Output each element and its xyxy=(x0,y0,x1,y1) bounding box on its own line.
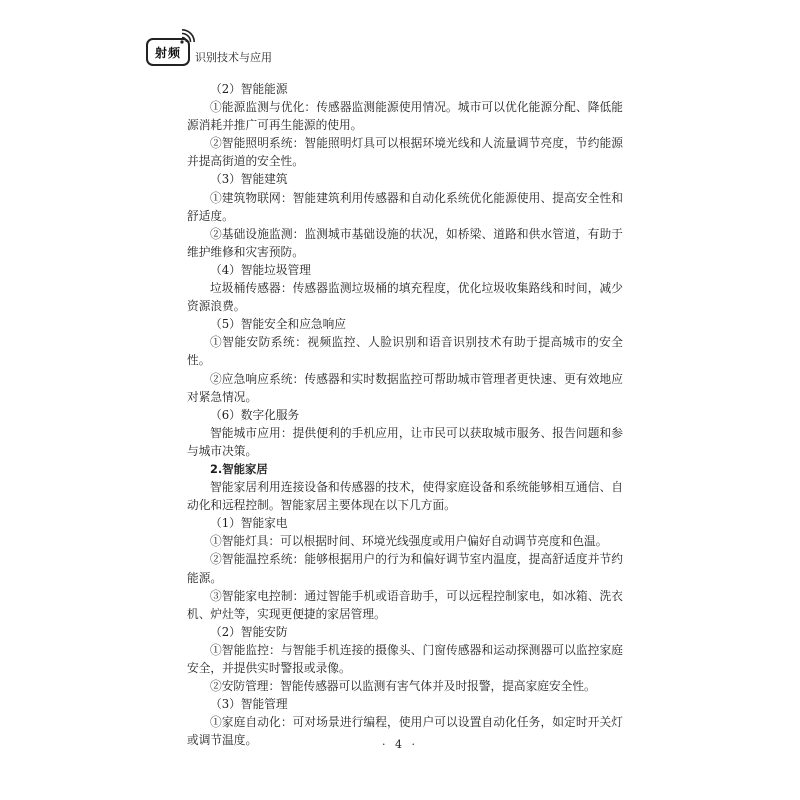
subsection-heading: （1）智能家电 xyxy=(210,516,288,531)
section-heading: 2.智能家居 xyxy=(210,461,268,476)
logo-text: 射频 xyxy=(154,45,181,60)
subsection-heading: （5）智能安全和应急响应 xyxy=(210,317,346,332)
body-paragraph: ③智能家电控制：通过智能手机或语音助手，可以远程控制家电，如冰箱、洗衣机、炉灶等，实现更便捷的家居管理。 xyxy=(187,588,623,621)
page-number: · 4 · xyxy=(382,738,418,751)
subsection-heading: （6）数字化服务 xyxy=(210,407,300,422)
subsection-heading: （4）智能垃圾管理 xyxy=(210,262,311,277)
body-paragraph: ①建筑物联网：智能建筑利用传感器和自动化系统优化能源使用、提高安全性和舒适度。 xyxy=(187,190,623,223)
body-paragraph: 智能家居利用连接设备和传感器的技术，使得家庭设备和系统能够相互通信、自动化和远程控制。智能家居主要体现在以下几方面。 xyxy=(187,480,623,513)
subsection-heading: （2）智能能源 xyxy=(210,82,288,96)
body-paragraph: ①能源监测与优化：传感器监测能源使用情况。城市可以优化能源分配、降低能源消耗并推广可再生能源的使用。 xyxy=(187,100,623,133)
running-header xyxy=(146,38,272,66)
page-body xyxy=(187,80,623,749)
body-paragraph: ②智能照明系统：智能照明灯具可以根据环境光线和人流量调节亮度，节约能源并提高街道的安全性。 xyxy=(187,136,623,169)
body-paragraph: ②基础设施监测：监测城市基础设施的状况，如桥梁、道路和供水管道，有助于维护维修和灾害预防。 xyxy=(187,226,623,259)
body-paragraph: ①智能灯具：可以根据时间、环境光线强度或用户偏好自动调节亮度和色温。 xyxy=(210,534,608,549)
body-paragraph: 垃圾桶传感器：传感器监测垃圾桶的填充程度，优化垃圾收集路线和时间，减少资源浪费。 xyxy=(187,281,623,314)
body-paragraph: ①家庭自动化：可对场景进行编程，使用户可以设置自动化任务，如定时开关灯或调节温度。 xyxy=(187,715,623,748)
series-title: 识别技术与应用 xyxy=(195,51,272,64)
series-logo xyxy=(146,38,190,66)
body-paragraph: ②智能温控系统：能够根据用户的行为和偏好调节室内温度，提高舒适度并节约能源。 xyxy=(187,552,623,585)
subsection-heading: （3）智能管理 xyxy=(210,697,288,712)
body-paragraph: ②应急响应系统：传感器和实时数据监控可帮助城市管理者更快速、更有效地应对紧急情况。 xyxy=(187,371,623,404)
body-paragraph: ①智能安防系统：视频监控、人脸识别和语音识别技术有助于提高城市的安全性。 xyxy=(187,335,623,368)
body-paragraph: 智能城市应用：提供便利的手机应用，让市民可以获取城市服务、报告问题和参与城市决策。 xyxy=(187,425,623,458)
signal-waves-icon xyxy=(179,29,195,45)
subsection-heading: （3）智能建筑 xyxy=(210,172,288,187)
body-paragraph: ②安防管理：智能传感器可以监测有害气体并及时报警，提高家庭安全性。 xyxy=(210,679,596,694)
body-paragraph: ①智能监控：与智能手机连接的摄像头、门窗传感器和运动探测器可以监控家庭安全，并提供实时警报或录像。 xyxy=(187,642,623,675)
subsection-heading: （2）智能安防 xyxy=(210,624,288,639)
